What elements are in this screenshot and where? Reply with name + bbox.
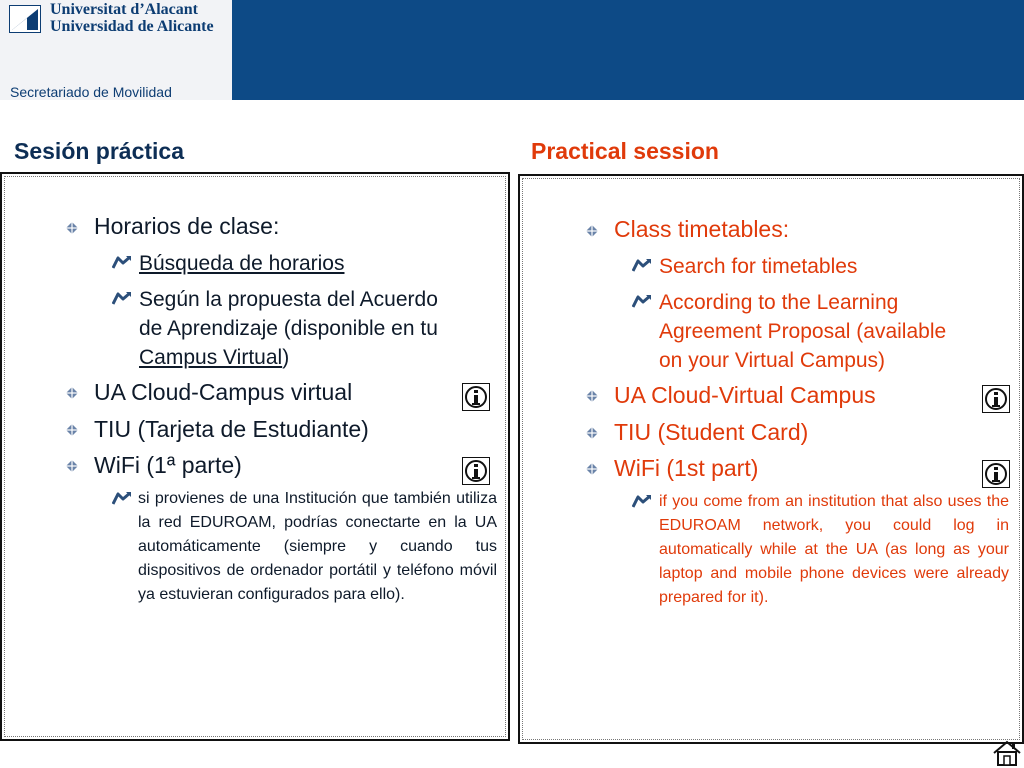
- campus-virtual-link[interactable]: Campus Virtual: [139, 346, 283, 369]
- according-line-1: According to the Learning: [659, 291, 899, 314]
- horarios-item: Horarios de clase:: [94, 213, 280, 239]
- home-icon[interactable]: [992, 740, 1022, 766]
- info-icon[interactable]: [982, 460, 1010, 488]
- wifi-english-detail: if you come from an institution that also uses the EDUROAM network, you could log in automatically while at the UA (as long as your laptop and mobile phone devices were already prepared for it).: [659, 493, 1009, 606]
- diamond-bullet-icon: [66, 387, 78, 399]
- diamond-bullet-icon: [586, 463, 598, 475]
- according-line-3: on your Virtual Campus): [659, 349, 886, 372]
- arrow-bullet-icon: [112, 291, 132, 305]
- tiu-item: TIU (Tarjeta de Estudiante): [94, 416, 369, 442]
- university-name-spanish: Universidad de Alicante: [50, 18, 214, 35]
- segun-line-2: de Aprendizaje (disponible en tu: [139, 317, 438, 340]
- diamond-bullet-icon: [66, 460, 78, 472]
- tiu-student-item: TIU (Student Card): [614, 419, 809, 445]
- wifi-detail: si provienes de una Institución que también utiliza la red EDUROAM, podrías conectarte en la UA automáticamente (siempre y cuando tus dispositivos de ordenador portátil y teléfono móvil ya estuvieran configurados para ello).: [138, 490, 497, 603]
- wifi-english-item: WiFi (1st part): [614, 455, 759, 481]
- wifi-item: WiFi (1ª parte): [94, 452, 242, 478]
- arrow-bullet-icon: [632, 258, 652, 272]
- university-name-valencian: Universitat d’Alacant: [50, 1, 198, 18]
- department-name: Secretariado de Movilidad: [10, 84, 172, 100]
- logo-area: [0, 0, 232, 100]
- arrow-bullet-icon: [632, 294, 652, 308]
- diamond-bullet-icon: [66, 424, 78, 436]
- arrow-bullet-icon: [632, 494, 652, 508]
- english-title: Practical session: [531, 138, 719, 164]
- arrow-bullet-icon: [112, 255, 132, 269]
- header-band: [0, 0, 1024, 100]
- according-line-2: Agreement Proposal (available: [659, 320, 947, 343]
- info-icon[interactable]: [982, 385, 1010, 413]
- busqueda-horarios-link[interactable]: Búsqueda de horarios: [139, 252, 345, 275]
- segun-line-3: [139, 343, 289, 372]
- university-logo-icon: [9, 5, 41, 33]
- diamond-bullet-icon: [586, 427, 598, 439]
- diamond-bullet-icon: [586, 390, 598, 402]
- info-icon[interactable]: [462, 383, 490, 411]
- arrow-bullet-icon: [112, 491, 132, 505]
- info-icon[interactable]: [462, 457, 490, 485]
- spanish-title: Sesión práctica: [14, 138, 185, 164]
- diamond-bullet-icon: [66, 222, 78, 234]
- cloud-campus-item: UA Cloud-Campus virtual: [94, 379, 353, 405]
- search-timetables-link[interactable]: Search for timetables: [659, 255, 858, 278]
- timetables-item: Class timetables:: [614, 216, 790, 242]
- closing-paren: ): [282, 346, 290, 369]
- cloud-virtual-item: UA Cloud-Virtual Campus: [614, 382, 876, 408]
- segun-line-1: Según la propuesta del Acuerdo: [139, 288, 438, 311]
- diamond-bullet-icon: [586, 225, 598, 237]
